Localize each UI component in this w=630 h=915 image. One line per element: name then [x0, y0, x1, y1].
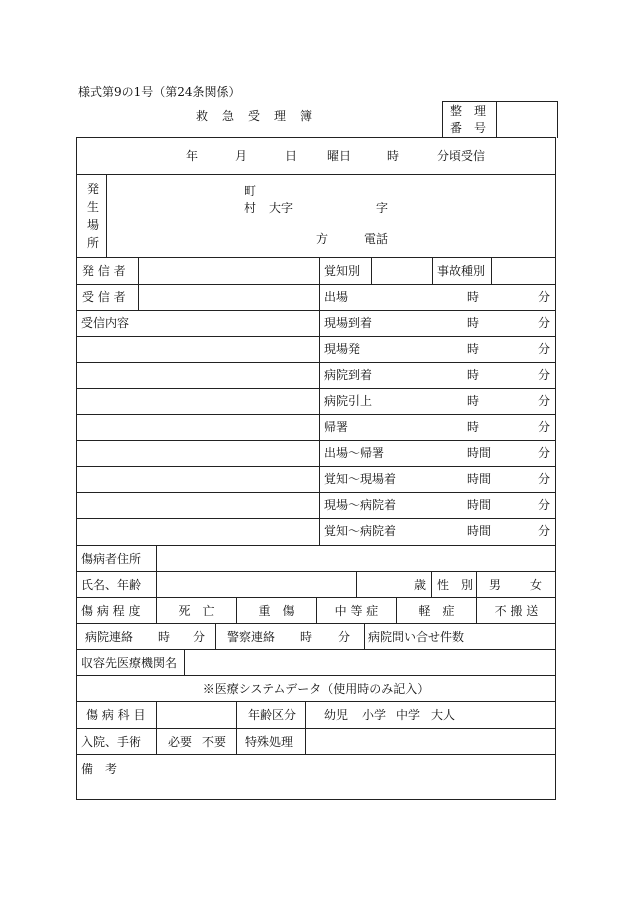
- timeline-time-field[interactable]: [410, 468, 460, 490]
- form-number: 様式第9の1号（第24条関係）: [78, 85, 241, 99]
- timeline-time-field[interactable]: [410, 390, 460, 412]
- age-option-infant[interactable]: 幼児: [324, 708, 349, 722]
- timeline-unit: 時間: [467, 498, 492, 512]
- name-age-field[interactable]: [158, 573, 354, 596]
- age-option-junior-high[interactable]: 中学: [396, 708, 421, 722]
- timeline-label: 現場～病院着: [324, 498, 397, 512]
- address-label: 傷病者住所: [81, 552, 142, 566]
- timeline-label: 現場到着: [324, 316, 373, 330]
- hospital-contact-label: 病院連絡: [85, 630, 134, 644]
- location-label-4: 所: [87, 236, 100, 250]
- timeline-label: 覚知～現場着: [324, 472, 397, 486]
- name-age-label: 氏名、年齢: [81, 578, 142, 592]
- caller-label: 発 信 者: [82, 264, 126, 278]
- severity-moderate[interactable]: 中 等 症: [334, 604, 379, 618]
- age-option-elementary[interactable]: 小学: [362, 708, 387, 722]
- sex-option-male[interactable]: 男: [489, 578, 502, 592]
- jiko-label: 事故種別: [437, 264, 486, 278]
- hospital-inquiries-label: 病院問い合せ件数: [368, 630, 465, 644]
- special-treatment-label: 特殊処理: [245, 735, 294, 749]
- location-village: 村: [244, 201, 257, 215]
- timeline-minute: 分: [538, 342, 551, 356]
- received-minute: 分頃受信: [437, 149, 486, 163]
- remarks-field[interactable]: [78, 778, 554, 798]
- timeline-unit: 時: [467, 316, 480, 330]
- sai-label: 歳: [414, 578, 427, 592]
- system-note: ※医療システムデータ（使用時のみ記入）: [202, 682, 430, 696]
- content-label: 受信内容: [81, 316, 130, 330]
- hospital-contact-min: 分: [193, 630, 206, 644]
- received-hour: 時: [387, 149, 400, 163]
- timeline-minute: 分: [538, 524, 551, 538]
- timeline-minute: 分: [538, 472, 551, 486]
- timeline-time-field[interactable]: [410, 416, 460, 438]
- seiri-label-2: 番 号: [450, 121, 487, 135]
- admission-label: 入院、手術: [81, 735, 142, 749]
- special-treatment-field[interactable]: [307, 730, 554, 753]
- content-field[interactable]: [78, 332, 318, 544]
- sex-label: 性 別: [437, 578, 474, 592]
- timeline-minute: 分: [538, 446, 551, 460]
- timeline-minute: 分: [538, 394, 551, 408]
- dept-field[interactable]: [158, 703, 234, 727]
- form-title: 救 急 受 理 簿: [196, 109, 314, 123]
- receiver-field[interactable]: [140, 286, 317, 309]
- timeline-unit: 時間: [467, 524, 492, 538]
- location-aza: 字: [376, 201, 389, 215]
- admission-need[interactable]: 必要: [168, 735, 193, 749]
- destination-field[interactable]: [186, 651, 554, 674]
- location-town: 町: [244, 184, 257, 198]
- remarks-label: 備 考: [81, 762, 118, 776]
- timeline-time-field[interactable]: [410, 494, 460, 516]
- severity-label: 傷 病 程 度: [81, 604, 141, 618]
- timeline-time-field[interactable]: [410, 312, 460, 334]
- location-kata: 方: [316, 232, 329, 246]
- timeline-time-field[interactable]: [410, 286, 460, 308]
- severity-not-transported[interactable]: 不 搬 送: [494, 604, 539, 618]
- kakuchi-field[interactable]: [373, 259, 430, 283]
- received-day: 日: [285, 149, 298, 163]
- age-option-adult[interactable]: 大人: [431, 708, 456, 722]
- timeline-minute: 分: [538, 290, 551, 304]
- timeline-label: 現場発: [324, 342, 361, 356]
- police-contact-label: 警察連絡: [227, 630, 276, 644]
- severity-mild[interactable]: 軽 症: [418, 604, 455, 618]
- timeline-minute: 分: [538, 420, 551, 434]
- location-label-3: 場: [87, 218, 100, 232]
- police-contact-hour: 時: [300, 630, 313, 644]
- severity-serious[interactable]: 重 傷: [258, 604, 295, 618]
- dept-label: 傷 病 科 目: [86, 708, 146, 722]
- kakuchi-label: 覚知別: [324, 264, 361, 278]
- admission-noneed[interactable]: 不要: [202, 735, 227, 749]
- timeline-time-field[interactable]: [410, 442, 460, 464]
- sex-option-female[interactable]: 女: [530, 578, 543, 592]
- timeline-time-field[interactable]: [410, 364, 460, 386]
- seiri-number-field[interactable]: [498, 103, 554, 135]
- age-class-label: 年齢区分: [248, 708, 297, 722]
- timeline-minute: 分: [538, 498, 551, 512]
- timeline-label: 覚知～病院着: [324, 524, 397, 538]
- hospital-contact-hour: 時: [158, 630, 171, 644]
- timeline-label: 出場～帰署: [324, 446, 385, 460]
- police-contact-min: 分: [338, 630, 351, 644]
- timeline-minute: 分: [538, 368, 551, 382]
- timeline-unit: 時間: [467, 472, 492, 486]
- address-field[interactable]: [158, 547, 554, 570]
- jiko-field[interactable]: [493, 259, 554, 283]
- caller-field[interactable]: [140, 259, 317, 283]
- location-phone: 電話: [364, 232, 389, 246]
- timeline-unit: 時: [467, 394, 480, 408]
- location-label-2: 生: [87, 200, 100, 214]
- received-weekday: 曜日: [327, 149, 352, 163]
- timeline-label: 病院到着: [324, 368, 373, 382]
- severity-death[interactable]: 死 亡: [178, 604, 215, 618]
- timeline-label: 病院引上: [324, 394, 373, 408]
- hospital-inquiries-field[interactable]: [470, 625, 554, 648]
- timeline-unit: 時: [467, 290, 480, 304]
- receiver-label: 受 信 者: [82, 290, 126, 304]
- received-year: 年: [186, 149, 199, 163]
- destination-label: 収容先医療機関名: [81, 656, 178, 670]
- timeline-time-field[interactable]: [410, 338, 460, 360]
- location-field[interactable]: [108, 176, 554, 256]
- location-oaza: 大字: [269, 201, 294, 215]
- timeline-label: 帰署: [324, 420, 349, 434]
- timeline-minute: 分: [538, 316, 551, 330]
- seiri-label-1: 整 理: [450, 104, 487, 118]
- timeline-label: 出場: [324, 290, 349, 304]
- timeline-unit: 時: [467, 420, 480, 434]
- received-month: 月: [235, 149, 248, 163]
- timeline-time-field[interactable]: [410, 520, 460, 542]
- timeline-unit: 時: [467, 368, 480, 382]
- timeline-unit: 時間: [467, 446, 492, 460]
- timeline-unit: 時: [467, 342, 480, 356]
- location-label-1: 発: [87, 182, 100, 196]
